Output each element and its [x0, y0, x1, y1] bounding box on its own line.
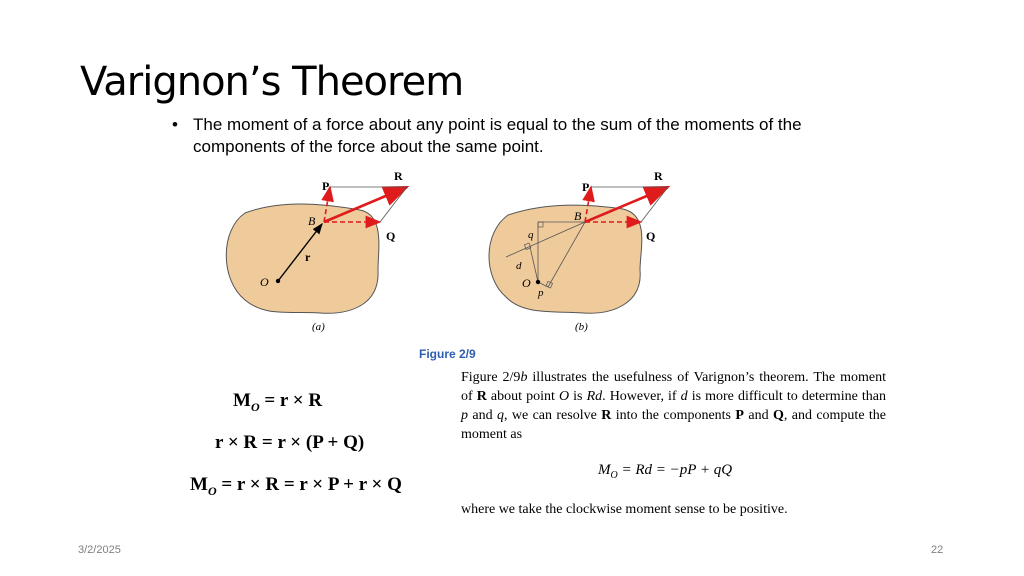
eq1-sub: O: [250, 399, 260, 414]
para-symbol: P: [735, 408, 744, 423]
mo-lhs: M: [598, 462, 611, 478]
label-b: B: [574, 209, 582, 223]
point-o: [276, 279, 280, 283]
equation-1: [233, 390, 322, 415]
eq3-lhs: M: [190, 474, 208, 495]
eq3-rhs: = r × R = r × P + r × Q: [216, 474, 402, 495]
para-symbol: Q: [772, 408, 784, 423]
label-p: P: [322, 179, 330, 193]
closing-sentence: where we take the clockwise moment sense to be positive.: [461, 502, 788, 517]
footer-date: 3/2/2025: [78, 544, 121, 556]
panel-a-sublabel: (a): [312, 321, 325, 333]
eq1-rhs: = r × R: [259, 390, 323, 411]
para-symbol: d: [680, 389, 688, 404]
para-text: Figure 2/9: [461, 370, 521, 385]
label-p-arm: p: [538, 287, 544, 299]
para-symbol: p: [461, 408, 468, 423]
label-b: B: [308, 214, 316, 228]
para-text: and: [468, 408, 497, 423]
para-text: b: [520, 370, 528, 385]
eq2-text: r × R = r × (P + Q): [215, 432, 365, 453]
para-symbol: R: [476, 389, 487, 404]
mo-rhs: = Rd = −pP + qQ: [617, 462, 733, 478]
equation-2: [215, 432, 364, 454]
point-o: [536, 280, 540, 284]
rigid-body-shape: [226, 204, 379, 313]
para-symbol: Rd: [586, 389, 603, 404]
figure-panel-a: [210, 165, 430, 345]
eq1-lhs: M: [233, 390, 251, 411]
equation-3: [190, 474, 402, 499]
label-q-arm: q: [528, 229, 534, 241]
para-text: into the components: [611, 408, 736, 423]
moment-equation: [598, 462, 732, 481]
bullet-dot: •: [172, 115, 178, 134]
para-text: . However, if: [602, 389, 681, 404]
label-o: O: [522, 276, 531, 290]
figure-panel-b: [478, 165, 698, 345]
para-text: is: [569, 389, 587, 404]
bullet-text: The moment of a force about any point is equal to the sum of the moments of the components of the force about the same point.: [193, 115, 802, 156]
eq3-sub: O: [207, 483, 217, 498]
panel-b-sublabel: (b): [575, 321, 588, 333]
mo-sub: O: [610, 470, 618, 481]
para-symbol: O: [558, 389, 570, 404]
para-text: about point: [486, 389, 559, 404]
para-text: is more difficult to determine than: [687, 389, 886, 404]
para-text: , and compute the moment as: [461, 408, 887, 442]
label-q: Q: [386, 229, 396, 243]
label-o: O: [260, 275, 269, 289]
figure-caption: Figure 2/9: [419, 347, 476, 361]
label-q: Q: [646, 229, 656, 243]
slide-title: Varignon’s Theorem: [80, 59, 464, 105]
para-symbol: q: [496, 408, 504, 423]
page-number: 22: [931, 544, 944, 556]
para-text: and: [743, 408, 773, 423]
para-symbol: R: [601, 408, 612, 423]
para-text: , we can resolve: [503, 408, 602, 423]
explanation-paragraph: [461, 368, 886, 444]
label-r-vector: r: [305, 250, 311, 264]
label-p: P: [582, 180, 590, 194]
label-r: R: [394, 169, 403, 183]
label-d: d: [516, 260, 522, 272]
para-text: illustrates the usefulness of Varignon’s theorem. The moment of: [461, 370, 886, 404]
label-r: R: [654, 169, 663, 183]
